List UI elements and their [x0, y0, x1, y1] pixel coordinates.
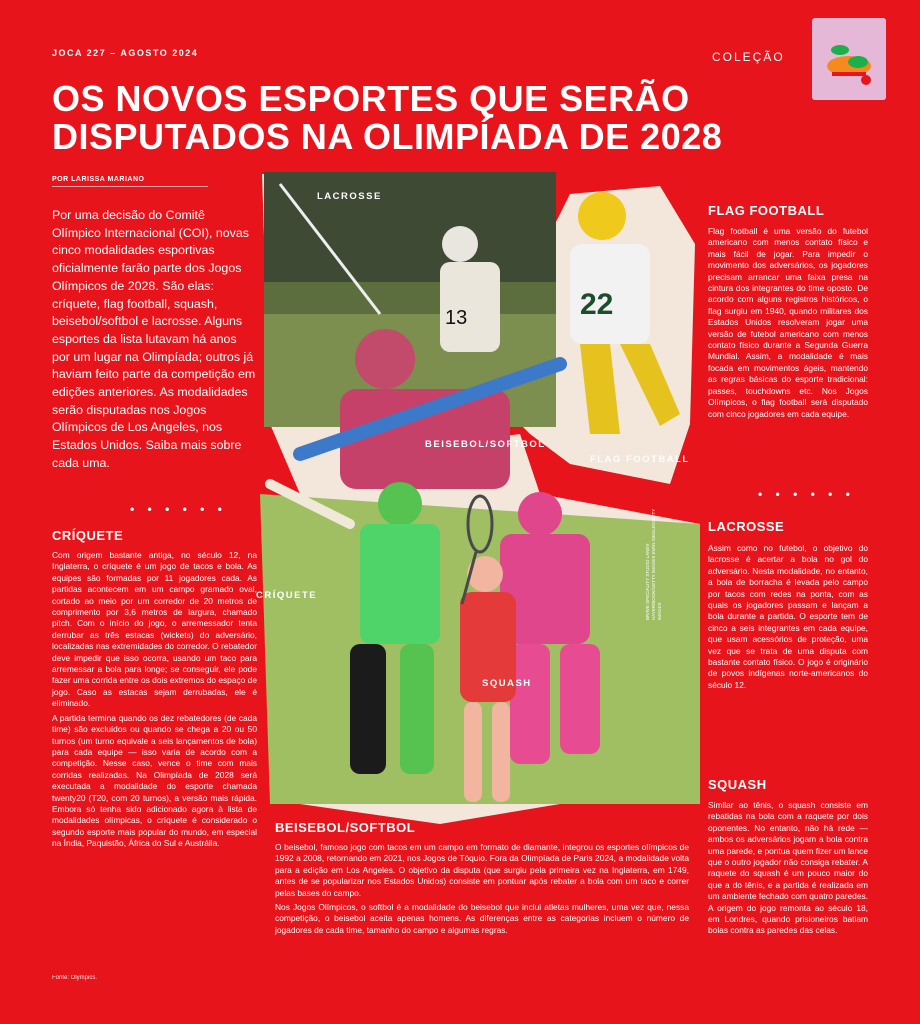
- byline: POR LARISSA MARIANO: [52, 176, 145, 183]
- page-title: OS NOVOS ESPORTES QUE SERÃO DISPUTADOS NA OLIMPÍADA DE 2028: [52, 78, 723, 157]
- flag-football-heading: FLAG FOOTBALL: [708, 203, 825, 218]
- svg-text:13: 13: [445, 307, 468, 329]
- beisebol-heading: BEISEBOL/SOFTBOL: [275, 820, 416, 835]
- beisebol-paragraph-2: Nos Jogos Olímpicos, o softbol é a modalidade do beisebol que inclui atletas mulheres, uma vez que, nessa competição, o beisebol aceita apenas homens. As diferenças entre as categorias incluem o número de jogadores de cada time, tamanho do campo e algumas regras.: [275, 902, 689, 935]
- svg-text:22: 22: [580, 288, 614, 321]
- section-tag: COLEÇÃO: [712, 50, 785, 64]
- flag-football-body: [708, 226, 868, 423]
- collection-icon: [812, 18, 886, 100]
- beisebol-paragraph-1: O beisebol, famoso jogo com tacos em um campo em formato de diamante, integrou os esportes olímpicos de 1992 a 2008, retornando em 2021, nos Jogos de Tóquio. Fora da Olimpíada de Paris 2024, a modalidade volta para a edição em Los Angeles. O objetivo da disputa (que surgiu pela primeira vez na Inglaterra, em 1749, antes de se popularizar nos Estados Unidos) consiste em pontuar após rebater a bola com um taco e correr pelas bases do campo.: [275, 842, 689, 898]
- lacrosse-heading: LACROSSE: [708, 519, 785, 534]
- squash-body: [708, 800, 868, 940]
- source-note: Fonte: Olympics.: [52, 975, 98, 981]
- photo-label-squash: SQUASH: [482, 678, 532, 689]
- lacrosse-body: [708, 543, 868, 694]
- photo-label-flag-football: FLAG FOOTBALL: [590, 454, 690, 465]
- beisebol-body: [275, 842, 689, 939]
- issue-line: JOCA 227 – AGOSTO 2024: [52, 48, 199, 58]
- criquete-body: [52, 550, 257, 853]
- photo-label-beisebol: BEISEBOL/SOFTBOL: [425, 439, 546, 450]
- photo-credit: BRAVE SPECIALITY STUDIO LANEV HAYER/BOOK/GETTY IMAGES EVAN SIEGLE/GETTY IMAGES: [645, 508, 662, 620]
- squash-paragraph: Similar ao tênis, o squash consiste em rebatidas na bola com a raquete por dois oponentes. No entanto, não há rede — ambos os adversários jogam a bola contra uma parede, e pontua quem fizer um lance que o outro jogador não consiga rebater. A raquete do squash é um pouco maior do que a do tênis, e a partida é realizada em um ambiente fechado com quatro paredes. A origem do jogo remonta ao século 18, em Londres, quando prisioneiros batiam bolas contra as paredes das celas.: [708, 800, 868, 936]
- photo-label-criquete: CRÍQUETE: [256, 590, 318, 601]
- criquete-paragraph-1: Com origem bastante antiga, no século 12, na Inglaterra, o críquete é um jogo de tacos e bola. As equipes são formadas por 11 jogadores cada. As partidas acontecem em um campo gramado oval, cortado ao meio por um corredor de 20 metros de comprimento por 3,6 metros de largura, chamado pitch. Com o início do jogo, o arremessador tenta derrubar as três estacas (wickets) do adversário, localizadas nas extremidades do corredor. O rebatedor deve impedir que isso ocorra, usando um taco para arremessar a bola para longe; se conseguir, ele pode fazer uma corrida entre os dois extremos do espaço de jogo. Caso as estacas sejam derrubadas, ele é eliminado.: [52, 550, 257, 709]
- flag-football-paragraph: Flag football é uma versão do futebol americano com menos contato físico e mais fácil de jogar. Para impedir o movimento dos adversários, os jogadores precisam arrancar uma faixa presa na cintura dos integrantes do time oposto. De acordo com alguns registros históricos, o flag surgiu em 1940, quando militares dos Estados Unidos resolveram jogar uma versão de futebol americano com menos contato físico durante a Segunda Guerra Mundial. Assim, a modalidade é mais focada em movimentos ágeis, mantendo as regras básicas do esporte tradicional: passes, touchdowns etc. Nos Jogos Olímpicos, o flag football será disputado com cinco jogadores em cada equipe.: [708, 226, 868, 419]
- lacrosse-paragraph: Assim como no futebol, o objetivo do lacrosse é acertar a bola no gol do adversário. Nesta modalidade, no entanto, a bola de borracha é levada pelo campo por tacos com redes na ponta, com as quais os jogadores passam e lançam a bola durante a partida. O esporte tem de cinco a seis integrantes em cada equipe, que usam acessórios de proteção, uma vez que se trata de uma disputa com bastante contato físico. O jogo é originário de povos indígenas norte-americanos do século 12.: [708, 543, 868, 690]
- intro-paragraph: Por uma decisão do Comitê Olímpico Internacional (COI), novas cinco modalidades esportivas oficialmente farão parte dos Jogos Olímpicos de 2028. São elas: críquete, flag football, squash, beisebol/softbol e lacrosse. Alguns esportes da lista lutavam há anos por um lugar na Olimpíada; outros já haviam feito parte da competição em edições anteriores. As modalidades serão disputadas nos Jogos Olímpicos de Los Angeles, nos Estados Unidos. Saiba mais sobre cada uma.: [52, 208, 256, 470]
- collage-illustration: [240, 164, 700, 854]
- squash-heading: SQUASH: [708, 777, 767, 792]
- criquete-heading: CRÍQUETE: [52, 528, 124, 543]
- section-divider: • • • • • •: [130, 502, 227, 516]
- photo-label-lacrosse: LACROSSE: [317, 191, 382, 202]
- section-divider: • • • • • •: [758, 487, 855, 501]
- byline-divider: [52, 186, 208, 187]
- photo-collage: [240, 164, 700, 854]
- criquete-paragraph-2: A partida termina quando os dez rebatedores (de cada time) são excluídos ou quando se chega a 20 ou 50 turnos (um turno equivale a seis lançamentos de bola) para cada equipe — isso varia de acordo com a competição. Nesse caso, vence o time com mais corridas realizadas. Na Olimpíada de 2028 será executada a modalidade do esporte chamada twenty20 (T20, com 20 turnos), a versão mais rápida. Embora só tenha sido adicionado agora à lista de modalidades olímpicas, o críquete é considerado o segundo esporte mais popular do mundo, em especial na Índia, Paquistão, África do Sul e Austrália.: [52, 712, 257, 849]
